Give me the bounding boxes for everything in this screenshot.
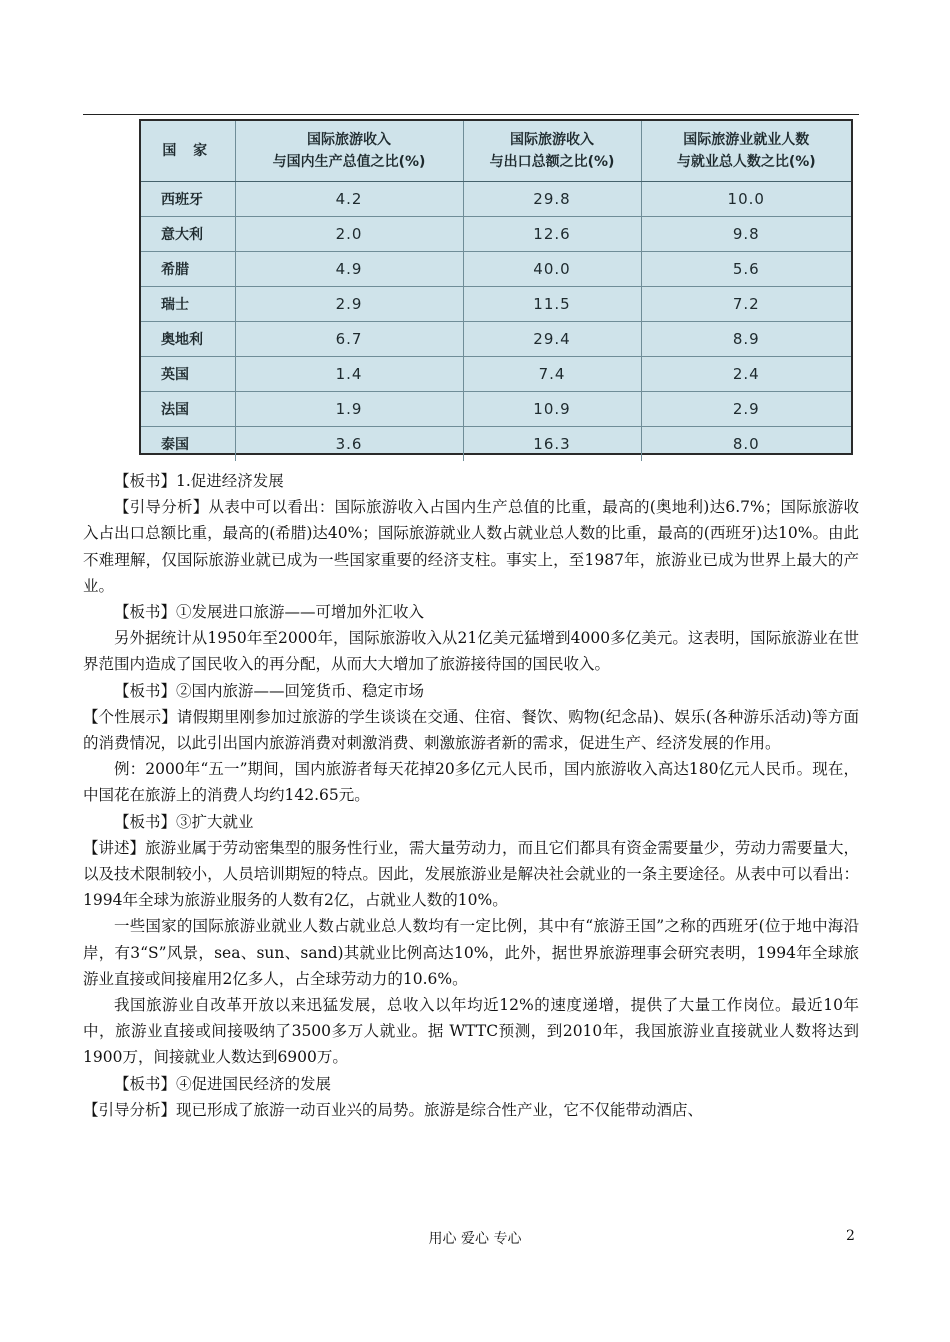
country-cell: 意大利 [141, 217, 235, 252]
export-ratio-cell: 29.8 [463, 182, 641, 217]
country-cell: 希腊 [141, 252, 235, 287]
employment-ratio-cell: 10.0 [641, 182, 851, 217]
table-row [141, 252, 851, 287]
gdp-ratio-cell: 1.4 [235, 357, 463, 392]
employment-ratio-cell: 5.6 [641, 252, 851, 287]
board-note-heading: 【板书】1.促进经济发展 [114, 472, 284, 490]
gdp-ratio-cell: 2.0 [235, 217, 463, 252]
country-cell: 奥地利 [141, 322, 235, 357]
personal-display-paragraph: 【个性展示】请假期里刚参加过旅游的学生谈谈在交通、住宿、餐饮、购物(纪念品)、娱乐(各种游乐活动)等方面的消费情况，以此引出国内旅游消费对刺激消费、刺激旅游者新的需求，促进生产、经济发展的作用。 [83, 707, 859, 753]
header-label: 与国内生产总值之比(%) [272, 154, 426, 170]
export-ratio-cell: 29.4 [463, 322, 641, 357]
table-row [141, 392, 851, 427]
header-label: 国际旅游业就业人数 [683, 132, 810, 148]
table-row [141, 217, 851, 252]
table-row [141, 287, 851, 322]
gdp-ratio-cell: 2.9 [235, 287, 463, 322]
table-header-row [141, 121, 851, 182]
guided-analysis-paragraph: 【引导分析】从表中可以看出：国际旅游收入占国内生产总值的比重，最高的(奥地利)达6.7%；国际旅游收入占出口总额比重，最高的(希腊)达40%；国际旅游就业人数占就业总人数的比重，最高的(西班牙)达10%。由此不难理解，仅国际旅游业就已成为一些国家重要的经济支柱。事实上，至1987年，旅游业已成为世界上最大的产业。 [83, 498, 859, 595]
board-note-heading: 【板书】④促进国民经济的发展 [114, 1074, 332, 1093]
country-cell: 法国 [141, 392, 235, 427]
body-paragraph: 另外据统计从1950年至2000年，国际旅游收入从21亿美元猛增到4000多亿美元。这表明，国际旅游业在世界范围内造成了国民收入的再分配，从而大大增加了旅游接待国的国民收入。 [83, 629, 859, 674]
employment-ratio-cell: 2.4 [641, 357, 851, 392]
header-label: 国际旅游收入 [307, 132, 391, 148]
header-export-ratio [463, 121, 641, 182]
export-ratio-cell: 10.9 [463, 392, 641, 427]
export-ratio-cell: 12.6 [463, 217, 641, 252]
export-ratio-cell: 7.4 [463, 357, 641, 392]
employment-ratio-cell: 2.9 [641, 392, 851, 427]
header-label: 与就业总人数之比(%) [676, 154, 816, 170]
gdp-ratio-cell: 6.7 [235, 322, 463, 357]
table-row [141, 357, 851, 392]
header-label: 与出口总额之比(%) [489, 154, 615, 170]
table-row [141, 427, 851, 462]
gdp-ratio-cell: 3.6 [235, 427, 463, 462]
gdp-ratio-cell: 4.9 [235, 252, 463, 287]
tourism-statistics-table [139, 119, 853, 455]
header-gdp-ratio [235, 121, 463, 182]
page-number: 2 [846, 1228, 855, 1244]
table-row [141, 322, 851, 357]
guided-analysis-paragraph: 【引导分析】现已形成了旅游一动百业兴的局势。旅游是综合性产业，它不仅能带动酒店、 [83, 1100, 704, 1119]
country-cell: 英国 [141, 357, 235, 392]
employment-ratio-cell: 7.2 [641, 287, 851, 322]
country-cell: 瑞士 [141, 287, 235, 322]
gdp-ratio-cell: 1.9 [235, 392, 463, 427]
board-note-heading: 【板书】①发展进口旅游——可增加外汇收入 [114, 603, 425, 622]
header-label: 国际旅游收入 [510, 132, 594, 148]
employment-ratio-cell: 9.8 [641, 217, 851, 252]
top-rule [83, 114, 859, 115]
lecture-paragraph: 【讲述】旅游业属于劳动密集型的服务性行业，需大量劳动力，而且它们都具有资金需要量少，劳动力需要量大，以及技术限制较小，人员培训期短的特点。因此，发展旅游业是解决社会就业的一条主要途径。从表中可以看出：1994年全球为旅游业服务的人数有2亿，占就业人数的10%。 [83, 838, 859, 910]
footer-motto: 用心 爱心 专心 [428, 1231, 522, 1247]
body-paragraph: 一些国家的国际旅游业就业人数占就业总人数均有一定比例，其中有“旅游王国”之称的西班牙(位于地中海沿岸，有3“S”风景，sea、sun、sand)其就业比例高达10%，此外，据世界旅游理事会研究表明，1994年全球旅游业直接或间接雇用2亿多人，占全球劳动力的10.6%。 [83, 917, 859, 988]
export-ratio-cell: 40.0 [463, 252, 641, 287]
header-country [141, 121, 235, 182]
header-employment-ratio [641, 121, 851, 182]
country-cell: 泰国 [141, 427, 235, 462]
header-label: 国 家 [162, 143, 214, 159]
table-row [141, 182, 851, 217]
export-ratio-cell: 16.3 [463, 427, 641, 462]
board-note-heading: 【板书】③扩大就业 [114, 812, 254, 831]
country-cell: 西班牙 [141, 182, 235, 217]
body-paragraph: 我国旅游业自改革开放以来迅猛发展，总收入以年均近12%的速度递增，提供了大量工作岗位。最近10年中，旅游业直接或间接吸纳了3500多万人就业。据 WTTC预测，到2010年，我国旅游业直接就业人数将达到1900万，间接就业人数达到6900万。 [83, 996, 859, 1067]
employment-ratio-cell: 8.9 [641, 322, 851, 357]
example-paragraph: 例：2000年“五一”期间，国内旅游者每天花掉20多亿元人民币，国内旅游收入高达180亿元人民币。现在，中国花在旅游上的消费人均约142.65元。 [83, 760, 859, 805]
board-note-heading: 【板书】②国内旅游——回笼货币、稳定市场 [114, 681, 425, 700]
employment-ratio-cell: 8.0 [732, 435, 760, 453]
gdp-ratio-cell: 4.2 [235, 182, 463, 217]
data-table [141, 121, 851, 461]
export-ratio-cell: 11.5 [463, 287, 641, 322]
document-body [83, 468, 859, 1123]
